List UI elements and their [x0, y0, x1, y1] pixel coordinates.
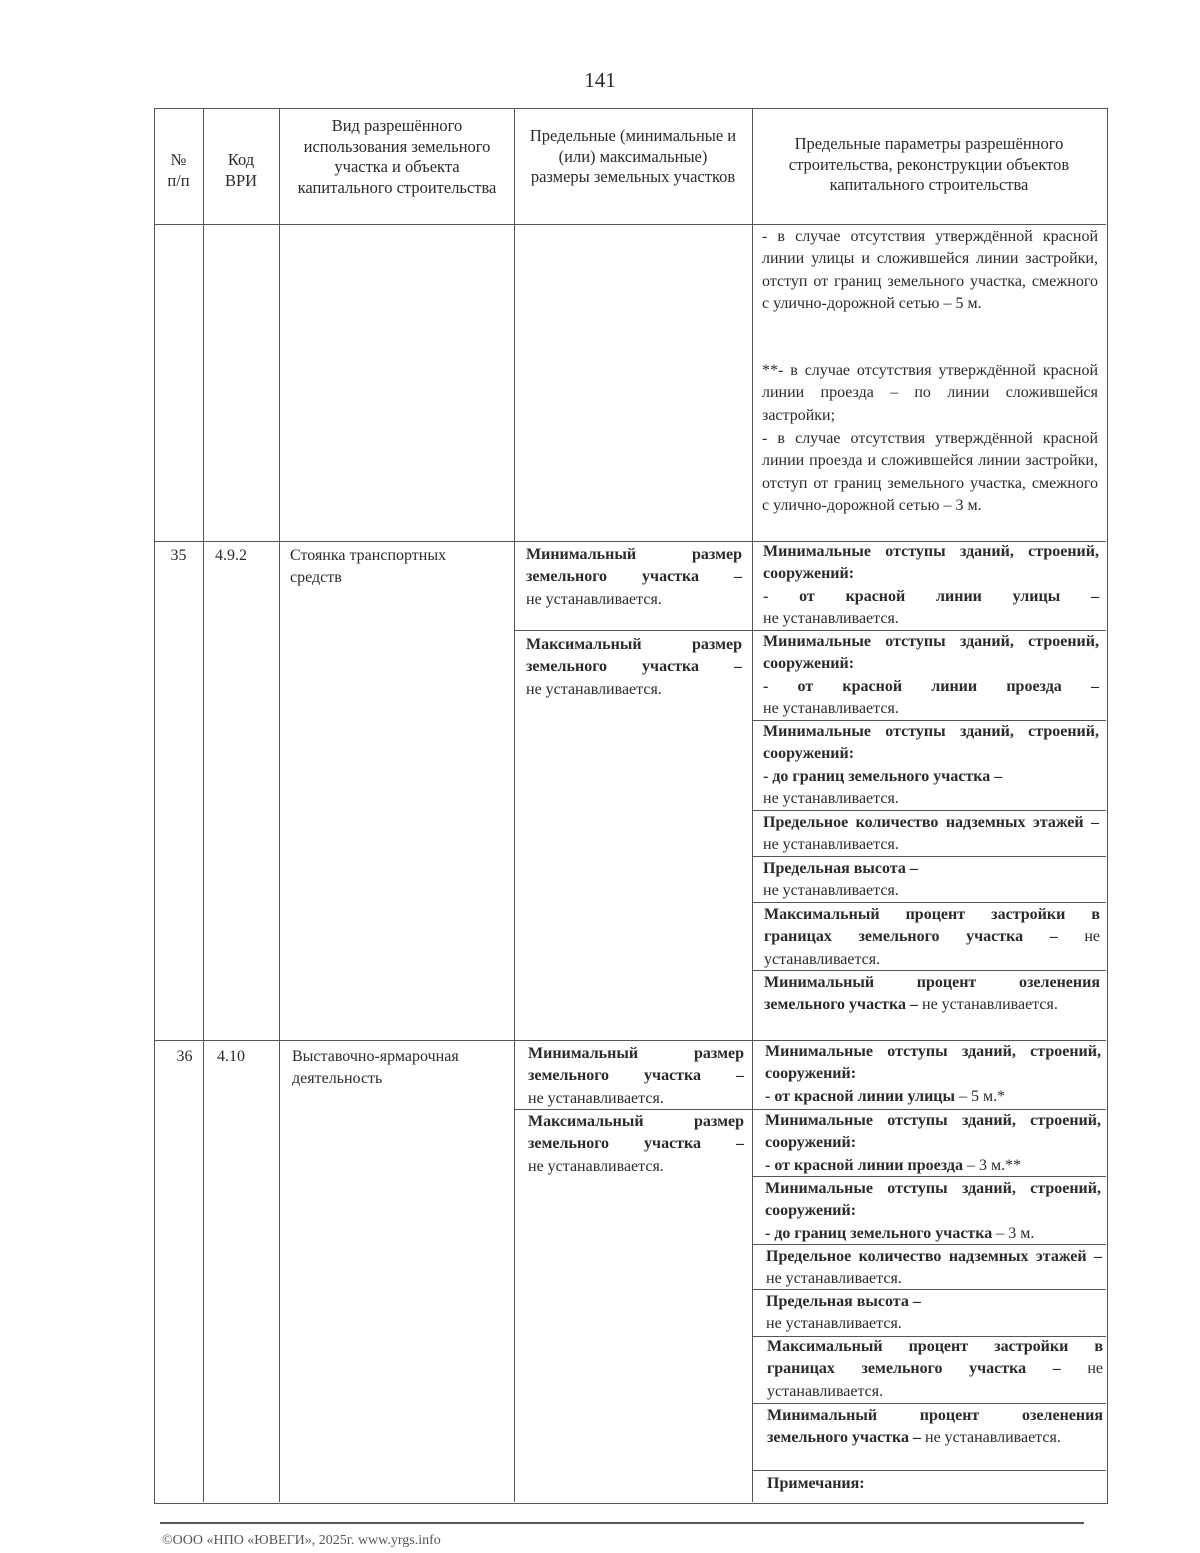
param-cell — [765, 1041, 1101, 1108]
param-value: не устанавливается. — [925, 1429, 1061, 1447]
header-col-code: Код ВРИ — [224, 150, 258, 190]
row-use-name: Выставочно-ярмарочная деятельность — [292, 1048, 459, 1088]
param-value: не устанавливается. — [763, 610, 899, 628]
size-cell — [528, 1043, 744, 1110]
column-divider — [279, 108, 280, 1502]
param-cell — [764, 972, 1100, 1017]
param-cell — [763, 858, 1099, 903]
param-title: Минимальные отступы зданий, строений, сооружений: — [765, 1043, 1101, 1083]
param-title: Минимальные отступы зданий, строений, сооружений: — [763, 543, 1099, 583]
param-cell — [767, 1336, 1103, 1403]
size-title: Максимальный размер земельного участка – — [526, 636, 742, 676]
param-title: Минимальный процент озеленения земельного участка – — [767, 1407, 1103, 1447]
param-cell — [767, 1405, 1103, 1450]
size-cell — [526, 544, 742, 611]
param-value: не устанавливается. — [764, 928, 1100, 968]
size-title: Максимальный размер земельного участка – — [528, 1113, 744, 1153]
param-title: Минимальные отступы зданий, строений, сооружений: — [765, 1112, 1101, 1152]
size-cell — [526, 634, 742, 701]
size-title: Минимальный размер земельного участка – — [526, 546, 742, 586]
param-value: не устанавливается. — [763, 700, 899, 718]
size-title: Минимальный размер земельного участка – — [528, 1045, 744, 1085]
param-title: Минимальные отступы зданий, строений, сооружений: — [765, 1180, 1101, 1220]
param-divider — [752, 1470, 1106, 1471]
param-line: - до границ земельного участка – 3 м. — [765, 1224, 1035, 1242]
column-divider — [514, 108, 515, 1502]
size-divider — [514, 630, 752, 631]
notes-title: Примечания: — [767, 1475, 865, 1492]
continuation-paragraph: - в случае отсутствия утверждённой красной линии проезда и сложившейся линии застройки, отступ от границ земельного участка, смежного с улично-дорожной сетью – 3 м. — [762, 430, 1098, 515]
param-value: не устанавливается. — [763, 882, 899, 900]
param-title: Предельное количество надземных этажей – — [763, 814, 1099, 831]
param-value: не устанавливается. — [922, 996, 1058, 1014]
header-col-plot-sizes: Предельные (минимальные и (или) максимальные) размеры земельных участков — [529, 126, 737, 186]
page-number: 141 — [584, 68, 616, 92]
row-code: 4.9.2 — [215, 547, 247, 564]
param-line: - от красной линии улицы – — [763, 587, 1099, 605]
param-title: Максимальный процент застройки в границах земельного участка – — [767, 1338, 1103, 1378]
header-bottom-line — [154, 224, 1106, 225]
param-title: Максимальный процент застройки в границах земельного участка – — [764, 906, 1100, 946]
param-title: Предельное количество надземных этажей – — [766, 1248, 1102, 1265]
footer-copyright: ©ООО «НПО «ЮВЕГИ», 2025г. www.yrgs.info — [162, 1533, 441, 1548]
param-title: Минимальный процент озеленения земельного участка – — [764, 974, 1100, 1014]
param-cell — [766, 1291, 1102, 1336]
param-line: - до границ земельного участка – — [763, 767, 1003, 785]
param-cell — [764, 904, 1100, 971]
size-cell — [528, 1111, 744, 1178]
param-title: Минимальные отступы зданий, строений, сооружений: — [763, 633, 1099, 673]
param-cell — [763, 721, 1099, 811]
row-number: 35 — [170, 547, 187, 564]
param-line: - от красной линии проезда – 3 м.** — [765, 1156, 1022, 1174]
param-cell — [763, 541, 1099, 631]
param-title: Предельная высота – — [763, 860, 918, 877]
row-code: 4.10 — [217, 1048, 245, 1065]
size-value: не устанавливается. — [528, 1089, 664, 1107]
param-value: не устанавливается. — [766, 1270, 902, 1288]
param-value: не устанавливается. — [763, 836, 899, 854]
param-cell — [763, 812, 1099, 857]
column-divider — [203, 108, 204, 1502]
param-cell — [765, 1110, 1101, 1177]
row-use-name: Стоянка транспортных средств — [290, 547, 447, 587]
header-col-use-type: Вид разрешённого использования земельного участка и объекта капитального строительства — [297, 116, 497, 197]
param-value: не устанавливается. — [763, 790, 899, 808]
column-divider — [752, 108, 753, 1502]
notes-cell — [767, 1473, 1103, 1495]
header-col-build-params: Предельные параметры разрешённого строительства, реконструкции объектов капитального строительства — [788, 134, 1070, 194]
continuation-paragraph: - в случае отсутствия утверждённой красной линии улицы и сложившейся линии застройки, отступ от границ земельного участка, смежного с улично-дорожной сетью – 5 м. — [762, 228, 1098, 313]
param-cell — [763, 631, 1099, 721]
param-title: Предельная высота – — [766, 1293, 921, 1310]
param-line: - от красной линии проезда – — [763, 677, 1099, 695]
param-cell — [765, 1178, 1101, 1245]
param-value: не устанавливается. — [766, 1315, 902, 1333]
param-line: - от красной линии улицы – 5 м.* — [765, 1087, 1006, 1105]
param-title: Минимальные отступы зданий, строений, сооружений: — [763, 723, 1099, 763]
size-value: не устанавливается. — [526, 590, 662, 608]
size-value: не устанавливается. — [526, 680, 662, 698]
param-value: не устанавливается. — [767, 1360, 1103, 1400]
row-number: 36 — [176, 1048, 193, 1065]
size-value: не устанавливается. — [528, 1157, 664, 1175]
header-col-number: № п/п — [167, 150, 190, 190]
param-cell — [766, 1246, 1102, 1291]
continuation-paragraph: **- в случае отсутствия утверждённой красной линии проезда – по линии сложившейся застройки; — [762, 362, 1098, 424]
footer-divider — [160, 1522, 1084, 1524]
